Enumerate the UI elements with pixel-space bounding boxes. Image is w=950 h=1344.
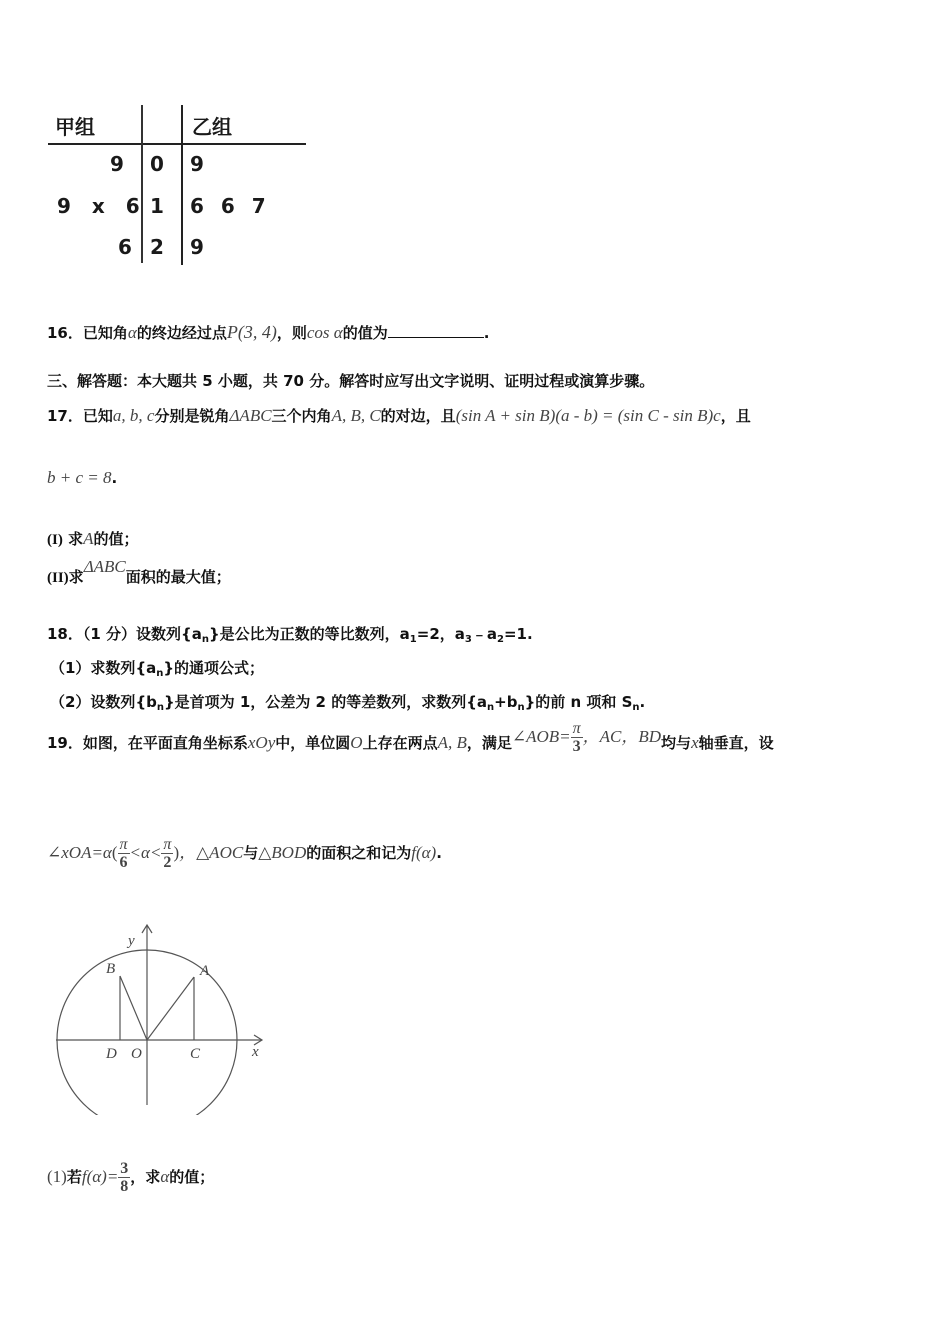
answer-blank: [388, 323, 484, 338]
q18-part-1: （1）求数列$\{a_n\}$的通项公式；: [50, 659, 265, 679]
left-group-header: 甲组: [55, 115, 95, 139]
leaf-right-row3: 9: [190, 235, 204, 259]
stem-row1: 0: [150, 152, 164, 176]
segment-OB: [120, 976, 147, 1040]
question-18: 18．（1 分）设数列$\{a_n\}$是公比为正数的等比数列，$a_1=2$，$a_3﹣a_2=1$.: [47, 625, 533, 645]
q19-part-1: (1)若f(α)= $\frac{3}{8}$ ，求α的值；: [47, 1160, 215, 1195]
header-divider: [48, 143, 306, 145]
q17-part-2: (II)求ΔABC面积的最大值；: [47, 557, 231, 586]
q18-part-2: （2）设数列$\{b_n\}$是首项为 1，公差为 2 的等差数列，求数列$\{a_n+b_n\}$的前 n 项和 $S_n$.: [50, 693, 646, 713]
leaf-left-row3: 6: [118, 235, 132, 259]
question-17: 17．已知a, b, c分别是锐角ΔABC三个内角A, B, C的对边，且(sin A + sin B)(a - b) = (sin C - sin B)c，且: [47, 406, 751, 425]
stem-row2: 1: [150, 194, 164, 218]
label-y: y: [128, 933, 135, 949]
label-A: A: [200, 963, 210, 979]
q17-part-1: (I) 求A的值；: [47, 529, 139, 548]
label-O: O: [131, 1046, 142, 1062]
left-vertical-line: [141, 105, 143, 263]
label-D: D: [106, 1046, 117, 1062]
stem-row3: 2: [150, 235, 164, 259]
q19-line-2: ∠xOA=α( $\frac{\pi}{6}$ <α< $\frac{\pi}{2}$ )，△AOC与△BOD的面积之和记为f(α).: [47, 836, 442, 871]
question-16: 16．已知角α的终边经过点P(3, 4)，则cos α的值为 .: [47, 322, 490, 342]
question-19: 19．如图，在平面直角坐标系xOy中，单位圆O上存在两点A, B，满足∠AOB= $\frac{\pi}{3}$ ，AC，BD均与x轴垂直，设: [47, 720, 774, 755]
leaf-left-row2: 9 x 6: [57, 194, 140, 218]
label-x: x: [252, 1044, 259, 1060]
right-vertical-line: [181, 105, 183, 265]
leaf-right-row1: 9: [190, 152, 204, 176]
leaf-right-row2: 6 6 7: [190, 194, 266, 218]
label-C: C: [190, 1046, 201, 1062]
right-group-header: 乙组: [192, 115, 232, 139]
segment-OA: [147, 977, 194, 1040]
leaf-left-row1: 9: [110, 152, 124, 176]
section-3-header: 三、解答题：本大题共 5 小题，共 70 分。解答时应写出文字说明、证明过程或演算步骤。: [47, 372, 655, 390]
q17-condition: b + c = 8.: [47, 468, 118, 487]
unit-circle-figure: [40, 915, 280, 1115]
label-B: B: [106, 961, 116, 977]
